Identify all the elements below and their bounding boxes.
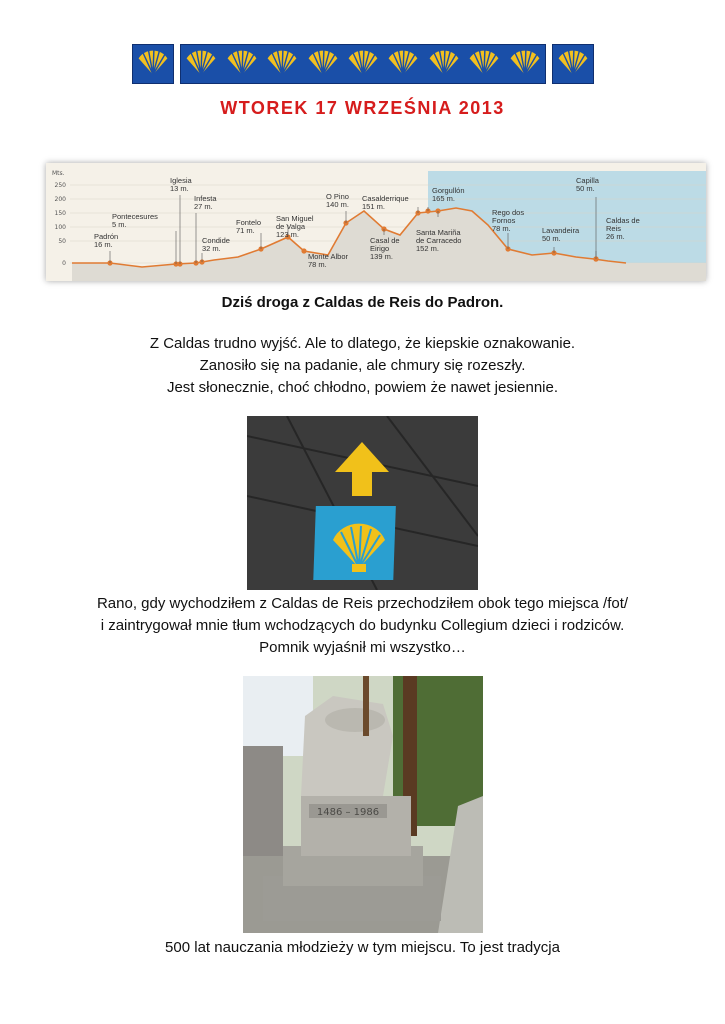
waymark-photo — [247, 416, 478, 590]
y-tick-label: 200 — [54, 196, 66, 203]
monument-photo — [243, 676, 483, 933]
y-tick-label: 100 — [54, 224, 66, 231]
place-label: Condide 32 m. — [202, 236, 230, 253]
photo-caption: 500 lat nauczania młodzieży w tym miejscu. To jest tradycja — [165, 939, 560, 956]
scallop-shell-icon — [555, 47, 591, 82]
place-label: Casal de Eirigo 139 m. — [370, 236, 400, 261]
place-label: Iglesia 13 m. — [170, 176, 192, 193]
monument-inscription: 1486 – 1986 — [316, 807, 380, 818]
unit-label: Mts. — [52, 170, 65, 177]
paragraph-1-line: Zanosiło się na padanie, ale chmury się rozeszły. — [199, 357, 526, 374]
scallop-banner — [132, 44, 594, 84]
place-label: Fontelo 71 m. — [236, 218, 262, 235]
scallop-shell-icon — [466, 47, 502, 82]
scallop-shell-icon — [385, 47, 421, 82]
place-label: Gorgullón 165 m. — [432, 186, 465, 203]
place-label: Capilla 50 m. — [576, 176, 599, 193]
paragraph-2-line: Pomnik wyjaśnił mi wszystko… — [259, 639, 466, 656]
scallop-shell-icon — [224, 47, 260, 82]
place-label: Caldas de Reis 26 m. — [606, 216, 640, 241]
scallop-shell-icon — [135, 47, 171, 82]
paragraph-1-line: Jest słonecznie, choć chłodno, powiem że nawet jesiennie. — [166, 379, 559, 396]
place-label: Casalderrique 151 m. — [362, 194, 409, 211]
scallop-shell-icon — [305, 47, 341, 82]
scallop-shell-icon — [345, 47, 381, 82]
place-label: San Miguel de Valga 123 m. — [276, 214, 314, 239]
paragraph-2-line: i zaintrygował mnie tłum wchodzących do budynku Collegium dzieci i rodziców. — [100, 617, 625, 634]
place-label: Pontecesures 5 m. — [112, 212, 158, 229]
y-tick-label: 150 — [54, 210, 66, 217]
y-tick-label: 250 — [54, 182, 66, 189]
place-label: Santa Mariña de Carracedo 152 m. — [416, 228, 462, 253]
paragraph-2-line: Rano, gdy wychodziłem z Caldas de Reis przechodziłem obok tego miejsca /fot/ — [96, 595, 629, 612]
y-tick-label: 0 — [62, 260, 66, 267]
scallop-shell-icon — [183, 47, 219, 82]
paragraph-1-line: Z Caldas trudno wyjść. Ale to dlatego, że kiepskie oznakowanie. — [149, 335, 576, 352]
place-label: Lavandeira 50 m. — [542, 226, 580, 243]
paragraph-1 — [0, 333, 725, 399]
y-tick-label: 50 — [58, 238, 66, 245]
banner-block-right — [552, 44, 594, 84]
scallop-shell-icon — [426, 47, 462, 82]
place-label: Monte Albor 78 m. — [308, 252, 349, 269]
page-title: WTOREK 17 WRZEŚNIA 2013 — [220, 98, 505, 118]
elevation-profile — [46, 163, 706, 281]
scallop-shell-icon — [507, 47, 543, 82]
place-label: Padrón 16 m. — [94, 232, 119, 249]
place-marker — [301, 248, 306, 253]
banner-block-left — [132, 44, 174, 84]
scallop-shell-icon — [264, 47, 300, 82]
place-label: Infesta 27 m. — [194, 194, 217, 211]
place-label: O Pino 140 m. — [326, 192, 349, 209]
banner-block-middle — [180, 44, 546, 84]
day-heading: Dziś droga z Caldas de Reis do Padron. — [221, 294, 504, 311]
place-label: Rego dos Fornos 78 m. — [492, 208, 525, 233]
paragraph-2 — [0, 593, 725, 659]
